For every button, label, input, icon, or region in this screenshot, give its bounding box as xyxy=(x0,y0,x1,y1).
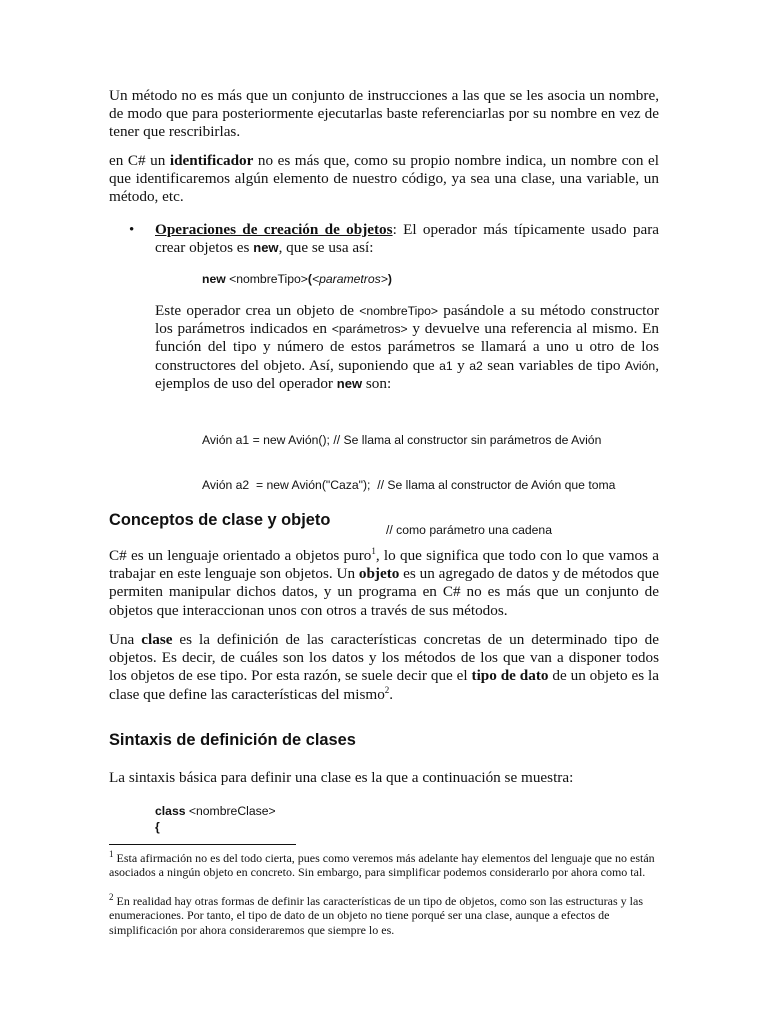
paragraph-clase xyxy=(109,631,659,704)
code-line: Avión a1 = new Avión(); // Se llama al constructor sin parámetros de Avión xyxy=(202,433,602,447)
code-text: a2 xyxy=(469,358,483,373)
footnote-1 xyxy=(109,851,659,880)
text: es la definición de las características concretas de un determinado tipo de objetos. Es decir, de cuáles son los datos y los métodos de los que van a disponer todos los objetos de ese tipo. Por esta razón, se suele decir que el xyxy=(109,631,659,685)
bullet-title: Operaciones de creación de objetos xyxy=(155,221,393,238)
text: de un objeto es la clase que define las características del mismo xyxy=(109,667,659,703)
code-text: Avión xyxy=(624,358,656,373)
footnote-number: 2 xyxy=(109,892,114,902)
code-text: ( xyxy=(307,272,312,286)
bullet-item-operaciones xyxy=(155,221,659,257)
footnote-text: En realidad hay otras formas de definir las características de un tipo de objetos, como son las estructuras y las enumeraciones. Por tanto, el tipo de dato de un objeto no tiene porqué ser una clase, aunque a efectos de simplificación por ahora consideraremos que siempre lo es. xyxy=(109,894,643,937)
bullet-marker: • xyxy=(129,222,135,238)
keyword-new: new xyxy=(336,375,363,391)
footnote-number: 1 xyxy=(109,849,114,859)
syntax-new xyxy=(202,272,392,286)
code-brace: { xyxy=(155,820,160,834)
code-text: ) xyxy=(387,272,392,286)
paragraph-identificador xyxy=(109,152,659,207)
term-identificador: identificador xyxy=(169,152,254,169)
text: . xyxy=(389,685,394,703)
text: El operador más típicamente usado para crear objetos es xyxy=(155,221,660,257)
text: son: xyxy=(362,374,392,392)
text: C# es un lenguaje orientado a objetos puro xyxy=(109,547,372,564)
text: , lo que significa que todo con lo que vamos a trabajar en este lenguaje son objetos. Un xyxy=(109,547,660,583)
text: en C# un xyxy=(109,152,170,169)
code-line xyxy=(155,803,276,819)
code-text: <nombreTipo> xyxy=(359,304,439,318)
code-params: <parametros> xyxy=(311,272,388,286)
text: es un agregado de datos y de métodos que permiten manipular dichos datos, y un programa en C# no es más que un conjunto de objetos que interaccionan unos con otros a través de sus métodos. xyxy=(109,565,659,619)
text: Este operador crea un objeto de xyxy=(155,302,360,319)
paragraph-text: Un método no es más que un conjunto de instrucciones a las que se les asocia un nombre, de modo que para posteriormente ejecutarlas baste referenciarlas por su nombre en vez de tener que rescribirlas. xyxy=(109,87,659,141)
keyword-class: class xyxy=(155,804,186,818)
code-line: Avión a2 = new Avión("Caza"); // Se llama al constructor de Avión que toma xyxy=(202,478,616,492)
text: y xyxy=(452,356,470,374)
text: sean variables de tipo xyxy=(482,356,625,374)
paragraph-metodo xyxy=(109,87,659,142)
footnote-ref[interactable]: 2 xyxy=(384,684,390,695)
footnote-text: Esta afirmación no es del todo cierta, pues como veremos más adelante hay elementos del lenguaje que no están asociados a ningún objeto en concreto. Sin embargo, para simplificar podemos considerarlo por ahora como tal. xyxy=(109,851,655,880)
term-objeto: objeto xyxy=(358,565,400,583)
heading-conceptos: Conceptos de clase y objeto xyxy=(109,511,331,529)
text: pasándole a su método constructor los parámetros indicados en xyxy=(155,302,659,338)
text: y devuelve una referencia al mismo. En función del tipo y número de estos parámetros se llamará a uno u otro de los constructores del objeto. Así, suponiendo que xyxy=(155,320,659,374)
footnote-separator xyxy=(109,844,296,845)
code-text: <parámetros> xyxy=(331,322,408,337)
text: , que se usa así: xyxy=(278,239,374,257)
code-text: <nombreTipo> xyxy=(225,272,308,286)
footnote-ref[interactable]: 1 xyxy=(371,545,376,556)
term-clase: clase xyxy=(141,631,173,648)
footnote-2 xyxy=(109,894,659,937)
paragraph-operador-new xyxy=(155,302,659,393)
text: Una xyxy=(109,631,142,648)
keyword-new: new xyxy=(202,272,226,286)
code-line xyxy=(155,819,276,835)
keyword-new: new xyxy=(253,240,279,256)
paragraph-sintaxis: La sintaxis básica para definir una clase es la que a continuación se muestra: xyxy=(109,769,574,786)
code-text: a1 xyxy=(439,358,453,373)
text: : xyxy=(392,221,397,238)
syntax-class xyxy=(155,803,276,835)
code-text: <nombreClase> xyxy=(185,804,276,818)
heading-sintaxis: Sintaxis de definición de clases xyxy=(109,731,356,749)
term-tipo-de-dato: tipo de dato xyxy=(471,667,549,685)
code-line: // como parámetro una cadena xyxy=(386,523,552,537)
code-example xyxy=(202,403,615,568)
text: , ejemplos de uso del operador xyxy=(155,356,659,392)
text: no es más que, como su propio nombre indica, un nombre con el que identificaremos algún elemento de nuestro código, ya sea una clase, una variable, un método, etc. xyxy=(109,152,659,206)
paragraph-objetos xyxy=(109,547,659,620)
